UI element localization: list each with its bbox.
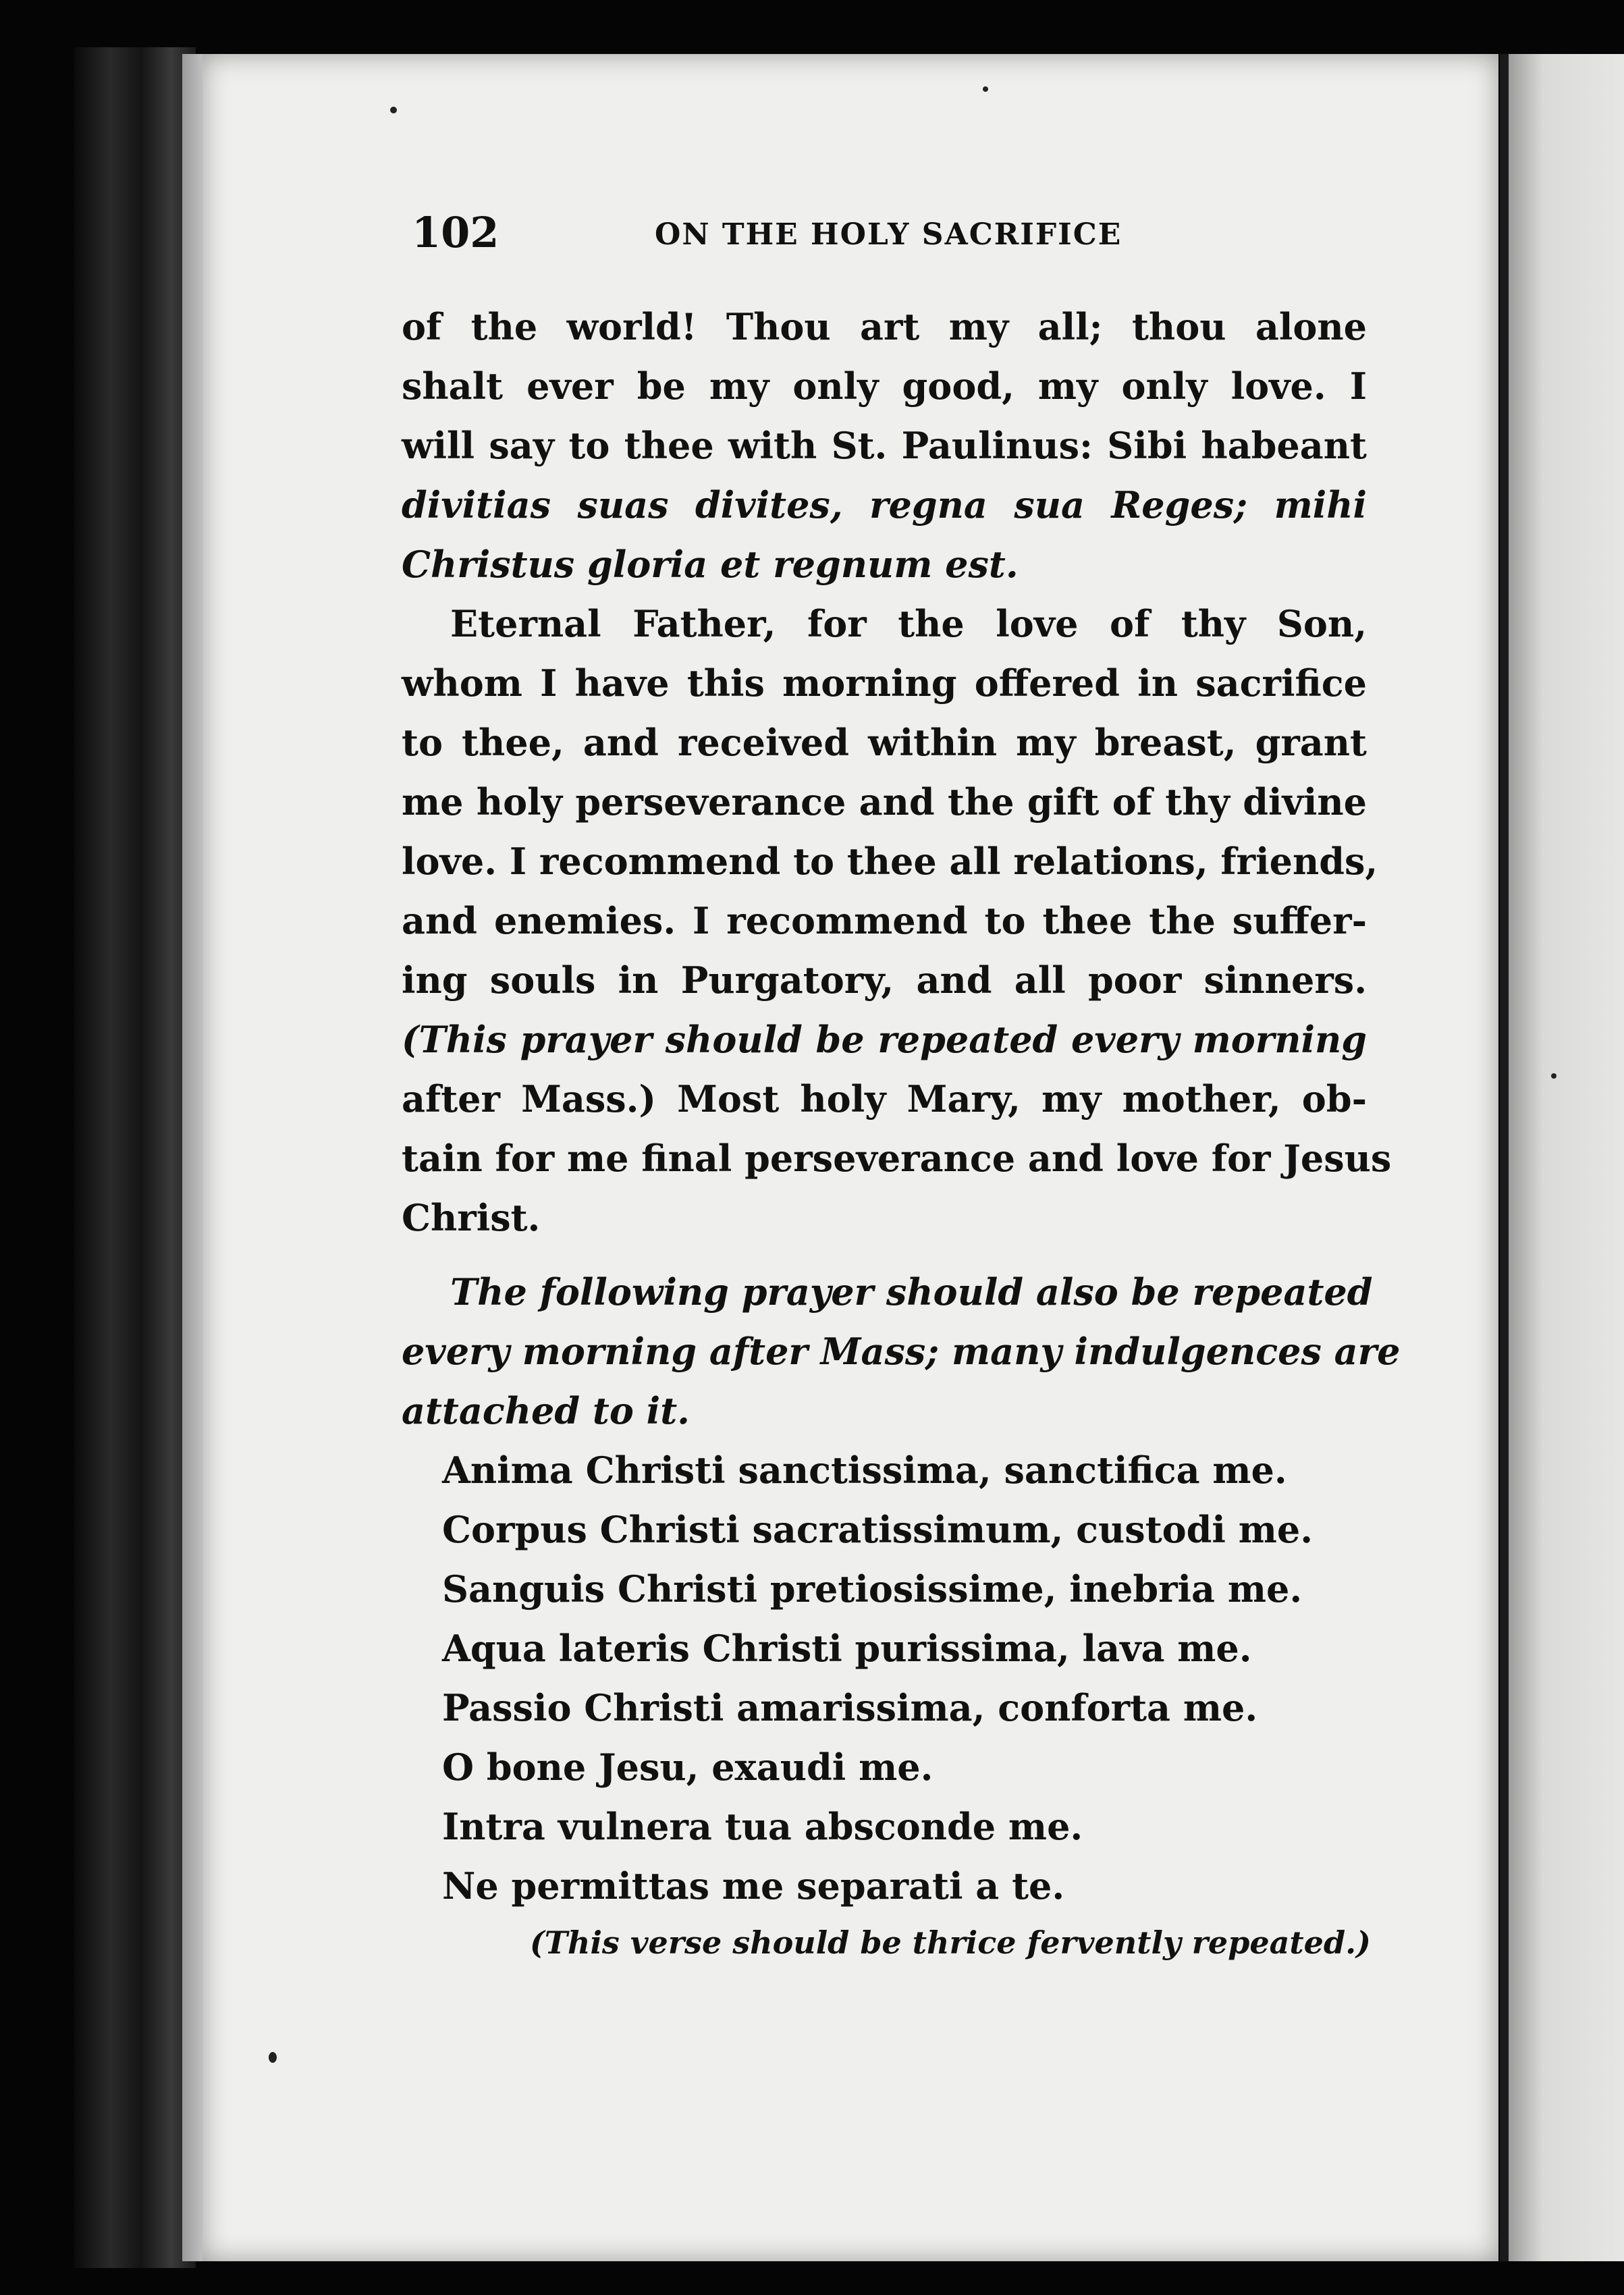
text-line: shalt ever be my only good, my only love. I [402, 364, 1367, 408]
text-line: (This prayer should be repeated every morning [402, 1018, 1367, 1061]
prayer-line: O bone Jesu, exaudi me. [442, 1746, 933, 1789]
text-line: Christus gloria et regnum est. [402, 543, 1019, 586]
prayer-line: Passio Christi amarissima, conforta me. [442, 1686, 1258, 1729]
text-line: Christ. [402, 1196, 541, 1239]
paragraph-gap [402, 1247, 1367, 1262]
text-line: Eternal Father, for the love of thy Son, [450, 602, 1367, 645]
prayer-line: Aqua lateris Christi purissima, lava me. [442, 1627, 1252, 1670]
ink-speck [983, 86, 988, 92]
text-line: ing souls in Purgatory, and all poor sinners. [402, 959, 1367, 1002]
prayer-line: Intra vulnera tua absconde me. [442, 1805, 1083, 1848]
closing-note: (This verse should be thrice fervently repeated.) [530, 1924, 1371, 1961]
prayer-line: Ne permittas me separati a te. [442, 1864, 1065, 1908]
page-gutter-line [1500, 54, 1509, 2261]
facing-page-edge [1509, 54, 1624, 2261]
instruction-line: every morning after Mass; many indulgences are [402, 1330, 1401, 1373]
text-line: will say to thee with St. Paulinus: Sibi habeant [402, 424, 1367, 467]
text-line: tain for me final perseverance and love for Jesus [402, 1137, 1392, 1180]
text-line: me holy perseverance and the gift of thy divine [402, 780, 1367, 824]
ink-speck [269, 2052, 277, 2063]
text-line: to thee, and received within my breast, grant [402, 721, 1367, 764]
text-line: and enemies. I recommend to thee the suffer- [402, 899, 1367, 942]
page-header [412, 206, 1377, 260]
prayer-line: Anima Christi sanctissima, sanctifica me. [442, 1449, 1287, 1492]
ink-speck [390, 107, 397, 113]
text-line: of the world! Thou art my all; thou alone [402, 305, 1367, 348]
text-line: divitias suas divites, regna sua Reges; mihi [402, 483, 1367, 526]
instruction-line: The following prayer should also be repeated [450, 1270, 1373, 1314]
page-number: 102 [412, 208, 499, 257]
text-line: love. I recommend to thee all relations, friends, [402, 840, 1378, 883]
page-body [402, 297, 1401, 1970]
running-head: ON THE HOLY SACRIFICE [655, 217, 1122, 252]
text-line: after Mass.) Most holy Mary, my mother, ob- [402, 1077, 1367, 1120]
instruction-line: attached to it. [402, 1389, 690, 1432]
ink-speck [1551, 1073, 1557, 1079]
text-line: whom I have this morning offered in sacrifice [402, 662, 1367, 705]
prayer-line: Corpus Christi sacratissimum, custodi me. [442, 1508, 1314, 1551]
prayer-line: Sanguis Christi pretiosissime, inebria me. [442, 1567, 1303, 1611]
anima-christi-prayer [402, 1440, 1367, 1916]
book-spine [74, 47, 196, 2268]
